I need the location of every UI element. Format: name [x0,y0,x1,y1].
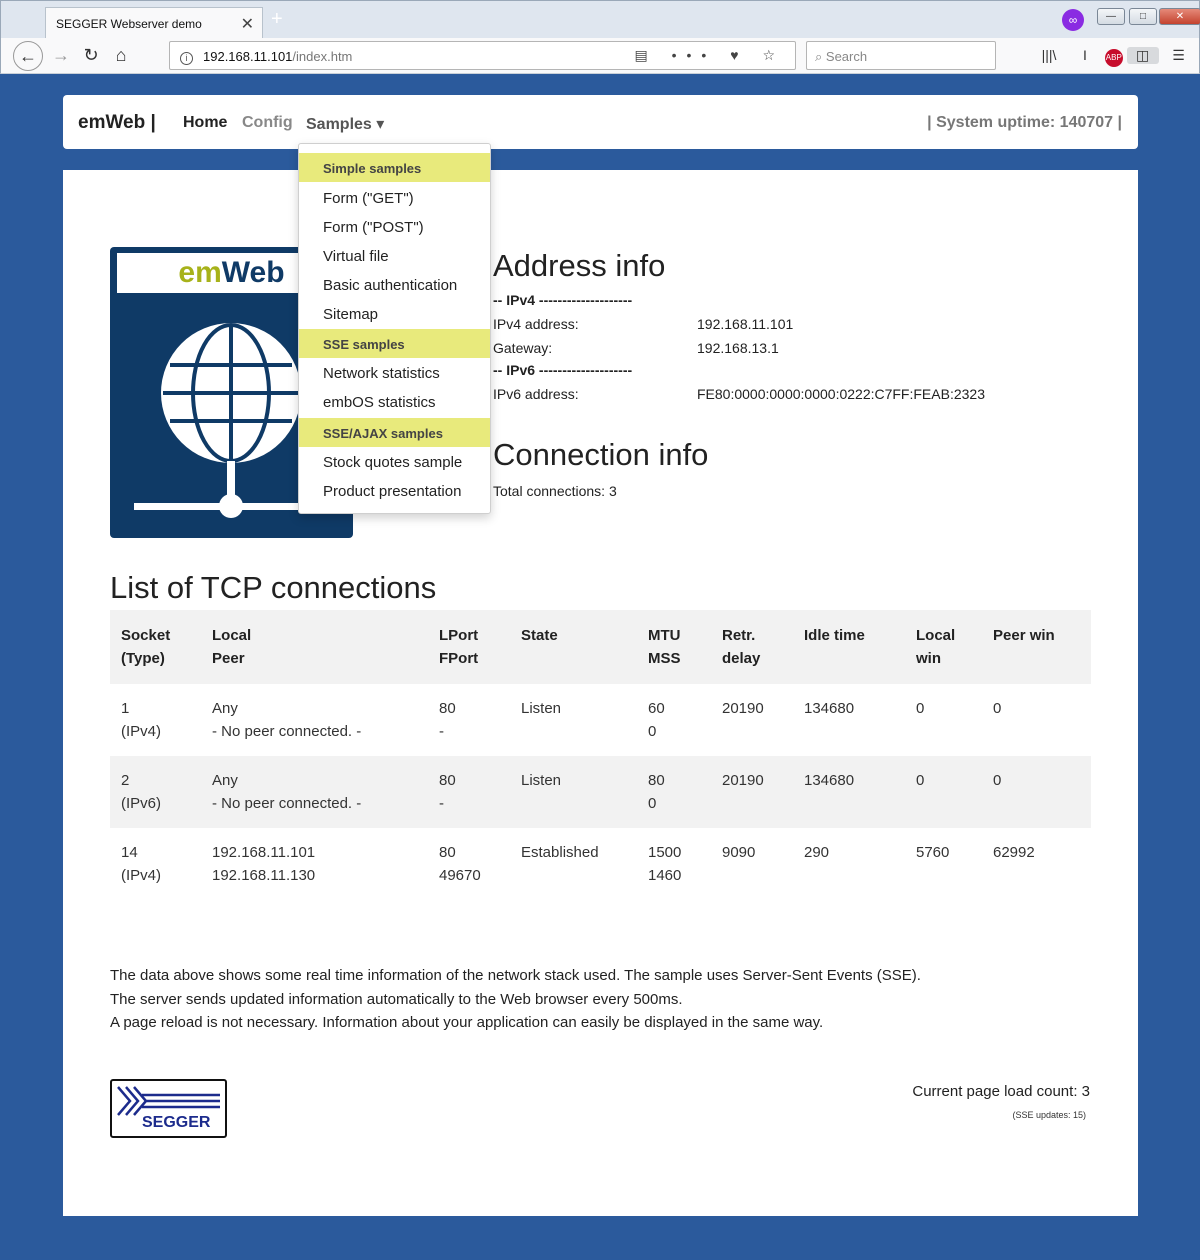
table-row [110,756,1091,828]
gateway-row [493,340,779,356]
table-cell: Listen [521,700,562,717]
menu-item-product-presentation[interactable]: Product presentation [323,483,462,500]
reload-icon[interactable]: ↻ [83,45,99,65]
table-cell: 0 [916,700,925,717]
table-cell: 80 0 [637,756,711,828]
tab-title: SEGGER Webserver demo [56,17,202,31]
page-actions-icon[interactable]: ••• [671,47,717,63]
tcp-connections-table [110,610,1091,900]
hamburger-menu-icon[interactable]: ☰ [1172,47,1185,63]
ipv4-label: IPv4 address: [493,316,579,332]
total-connections: Total connections: 3 [493,483,617,499]
col-header: Retr. delay [711,610,793,684]
new-tab-button[interactable]: + [271,8,283,30]
menu-item-network-stats[interactable]: Network statistics [323,365,440,382]
sse-updates: (SSE updates: 15) [1012,1110,1086,1120]
brand[interactable]: emWeb | [78,112,156,133]
table-cell: 80 49670 [439,844,481,884]
col-header: MTU MSS [637,610,711,684]
close-tab-icon[interactable]: ✕ [240,16,254,33]
nav-config[interactable]: Config [242,114,293,131]
reader-mode-icon[interactable]: ▤ [634,47,658,63]
table-cell: 60 0 [648,700,665,740]
menu-item-embos-stats[interactable]: embOS statistics [323,394,436,411]
ipv6-value: FE80:0000:0000:0000:0222:C7FF:FEAB:2323 [697,386,985,402]
logo-em: em [178,256,222,289]
menu-item-stock-quotes[interactable]: Stock quotes sample [323,454,463,471]
segger-logo [110,1079,227,1138]
dropdown-header-sse: SSE samples [299,329,490,358]
table-cell: Any - No peer connected. - [201,756,428,828]
menu-item-virtual-file[interactable]: Virtual file [323,248,389,265]
col-header: Local win [905,610,982,684]
col-header: State [510,610,637,684]
main-content [63,170,1138,1216]
gateway-value: 192.168.13.1 [697,340,779,356]
table-cell: 0 [905,756,982,828]
minimize-button[interactable]: — [1097,8,1125,25]
description [110,964,921,1035]
menu-item-basic-auth[interactable]: Basic authentication [323,277,458,294]
description-line: The server sends updated information automatically to the Web browser every 500ms. [110,990,683,1008]
table-cell: 290 [804,844,830,861]
description-line: A page reload is not necessary. Information about your application can easily be displayed in the same way. [110,1014,824,1031]
bookmark-star-icon[interactable]: ☆ [762,47,785,63]
ipv6-label: IPv6 address: [493,386,579,402]
search-input[interactable]: ⌕ Search [806,41,996,70]
table-cell: 20190 [722,700,764,717]
table-row [110,828,1091,900]
address-info-title: Address info [493,248,666,283]
logo-web: Web [221,256,285,289]
url-host: 192.168.11.101 [203,49,293,64]
search-placeholder: Search [825,49,868,64]
url-actions [635,47,786,64]
library-icon[interactable]: |||\ [1041,47,1057,63]
url-bar[interactable] [169,41,796,70]
ipv4-value: 192.168.11.101 [697,316,794,332]
window-close-button[interactable]: ✕ [1159,8,1200,25]
adblock-icon[interactable]: ABP [1105,49,1123,67]
table-cell: 0 [993,700,1002,717]
ipv6-row [493,386,985,402]
system-uptime: | System uptime: 140707 | [927,114,1122,131]
col-header: LPort FPort [428,610,510,684]
menu-item-form-get[interactable]: Form ("GET") [323,190,414,207]
ipv4-header: -- IPv4 -------------------- [493,292,633,308]
table-cell: 134680 [804,700,855,717]
page-load-count: Current page load count: 3 [912,1083,1090,1100]
table-cell: 1 (IPv4) [121,700,162,740]
table-cell: 1500 1460 [648,844,682,884]
tcp-connections-title: List of TCP connections [110,570,437,605]
table-cell: 80 - [439,700,456,740]
dropdown-header-sse-ajax: SSE/AJAX samples [299,418,490,447]
page-navbar [63,95,1138,149]
maximize-button[interactable]: □ [1129,8,1157,25]
table-cell: 0 [982,756,1091,828]
pocket-icon[interactable]: ♥ [730,47,749,63]
connection-info-title: Connection info [493,437,709,472]
nav-samples-dropdown[interactable]: Samples ▾ [306,116,385,133]
table-cell: 80 - [428,756,510,828]
table-cell: 2 (IPv6) [110,756,201,828]
description-line: The data above shows some real time information of the network stack used. The sample uses Server-Sent Events (SSE). [110,967,921,984]
table-cell: 134680 [793,756,905,828]
table-cell: 20190 [711,756,793,828]
table-cell: Listen [510,756,637,828]
nav-home[interactable]: Home [183,114,228,131]
table-header-row [110,610,1091,684]
menu-item-sitemap[interactable]: Sitemap [323,306,379,323]
col-header: Local Peer [201,610,428,684]
home-icon[interactable]: ⌂ [115,45,127,65]
table-cell: Any - No peer connected. - [212,700,362,740]
gateway-label: Gateway: [493,340,553,356]
table-row [110,684,1091,756]
table-cell: Established [521,844,599,861]
url-path: /index.htm [292,49,353,64]
back-arrow-icon[interactable]: ← [13,41,43,71]
forward-arrow-icon[interactable]: → [52,45,70,65]
ipv6-header: -- IPv6 -------------------- [493,362,633,378]
text-cursor-icon[interactable]: I [1082,47,1087,63]
ipv4-row [493,316,794,332]
menu-item-form-post[interactable]: Form ("POST") [323,219,424,236]
col-header: Socket (Type) [110,610,201,684]
table-cell: 192.168.11.101 192.168.11.130 [212,844,316,884]
segger-logo-text: SEGGER [142,1114,211,1131]
samples-dropdown-menu [298,143,491,514]
toolbar-right [1033,47,1195,67]
private-browsing-icon: ∞ [1062,9,1084,31]
browser-toolbar [0,38,1200,74]
dropdown-header-simple: Simple samples [299,153,490,182]
table-cell: 14 (IPv4) [121,844,162,884]
col-header: Peer win [982,610,1091,684]
col-header: Idle time [793,610,905,684]
browser-titlebar [0,0,1200,38]
sidebar-icon[interactable]: ◫ [1127,47,1159,64]
table-cell: 62992 [993,844,1035,861]
table-cell: 5760 [916,844,950,861]
browser-tab[interactable] [45,7,263,39]
site-info-icon[interactable]: i [180,52,193,65]
table-cell: 9090 [722,844,756,861]
